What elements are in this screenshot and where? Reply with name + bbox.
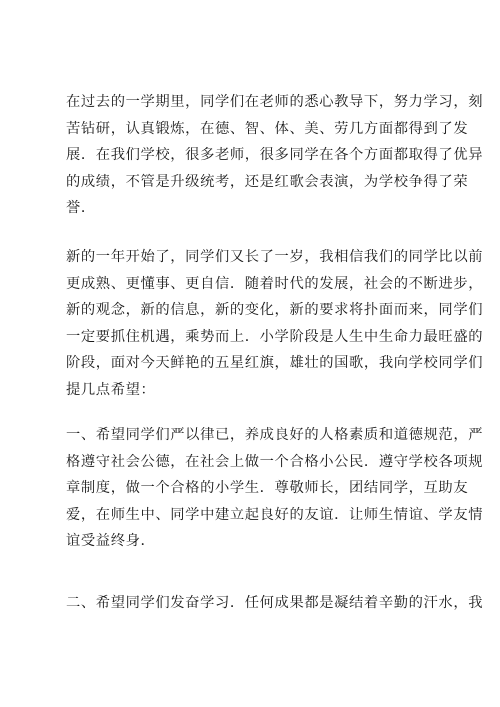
text-line: 苦钻研，认真锻炼，在德、智、体、美、劳几方面都得到了发	[66, 120, 469, 137]
text-line: 一定要抓住机遇，乘势而上．小学阶段是人生中生命力最旺盛的	[66, 328, 484, 345]
text-line: 新的一年开始了，同学们又长了一岁，我相信我们的同学比以前	[66, 249, 484, 265]
paragraph-hope-two	[66, 590, 484, 617]
text-line: 誉．	[66, 200, 96, 216]
text-line: 二、希望同学们发奋学习．任何成果都是凝结着辛勤的汗水，我	[66, 595, 484, 611]
text-line: 爱，在师生中、同学中建立起良好的友谊．让师生情谊、学友情	[66, 506, 484, 523]
text-line: 提几点希望：	[66, 381, 156, 398]
text-line: 新的观念，新的信息，新的变化，新的要求将扑面而来，同学们	[66, 302, 484, 318]
paragraph-hope-one	[66, 422, 484, 555]
paragraph-achievements	[66, 89, 484, 222]
text-line: 章制度，做一个合格的小学生．尊敬师长，团结同学，互助友	[66, 480, 469, 496]
paragraph-new-year	[66, 244, 484, 403]
text-line: 展．在我们学校，很多老师，很多同学在各个方面都取得了优异	[66, 147, 484, 163]
text-line: 在过去的一学期里，同学们在老师的悉心教导下，努力学习，刻	[66, 94, 484, 110]
text-line: 更成熟、更懂事、更自信．随着时代的发展，社会的不断进步，	[66, 275, 484, 292]
text-line: 一、希望同学们严以律已，养成良好的人格素质和道德规范，严	[66, 427, 484, 443]
text-line: 的成绩，不管是升级统考，还是红歌会表演，为学校争得了荣	[66, 173, 469, 190]
text-line: 谊受益终身．	[66, 533, 156, 549]
text-line: 格遵守社会公德，在社会上做一个合格小公民．遵守学校各项规	[66, 453, 484, 470]
text-line: 阶段，面对今天鲜艳的五星红旗，雄壮的国歌，我向学校同学们	[66, 355, 484, 371]
